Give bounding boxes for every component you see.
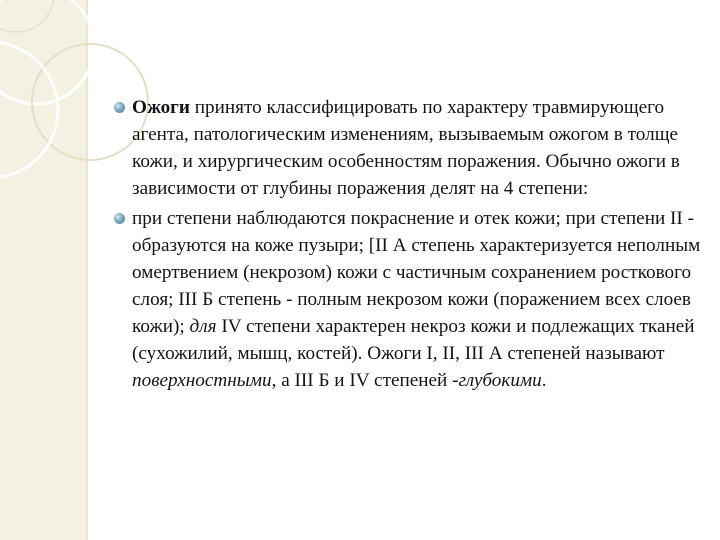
italic-text: для (189, 316, 217, 337)
term-bold: Ожоги (132, 97, 190, 118)
bullet-dot-icon (114, 213, 125, 224)
item-text: . (541, 370, 547, 391)
list-item (114, 205, 704, 394)
item-text: принято классифицировать по характеру травмирующего агента, патологическим изменениям, вызываемым ожогом в толще кожи, и хирургическим особенностям поражения. Обычно ожоги в зависимости от глубины поражения делят на 4 степени: (132, 97, 680, 199)
item-text: IV степени характерен некроз кожи и подлежащих тканей (сухожилий, мышц, костей). Ожоги I, II, III А степеней называют (132, 316, 695, 364)
italic-text: поверхностными (132, 370, 272, 391)
list-item (114, 94, 704, 202)
item-text: при степени наблюдаются покраснение и отек кожи; при степени II - образуются на коже пузыри; [II А степень характеризуется неполным омертвением (некрозом) кожи с частичным сохранением росткового слоя; III Б степень - полным некрозом кожи (поражением всех слоев кожи); (132, 208, 701, 337)
slide-body (114, 94, 704, 394)
italic-text: глубокими (458, 370, 542, 391)
item-text: , а III Б и IV степеней - (271, 370, 459, 391)
bullet-dot-icon (114, 102, 125, 113)
